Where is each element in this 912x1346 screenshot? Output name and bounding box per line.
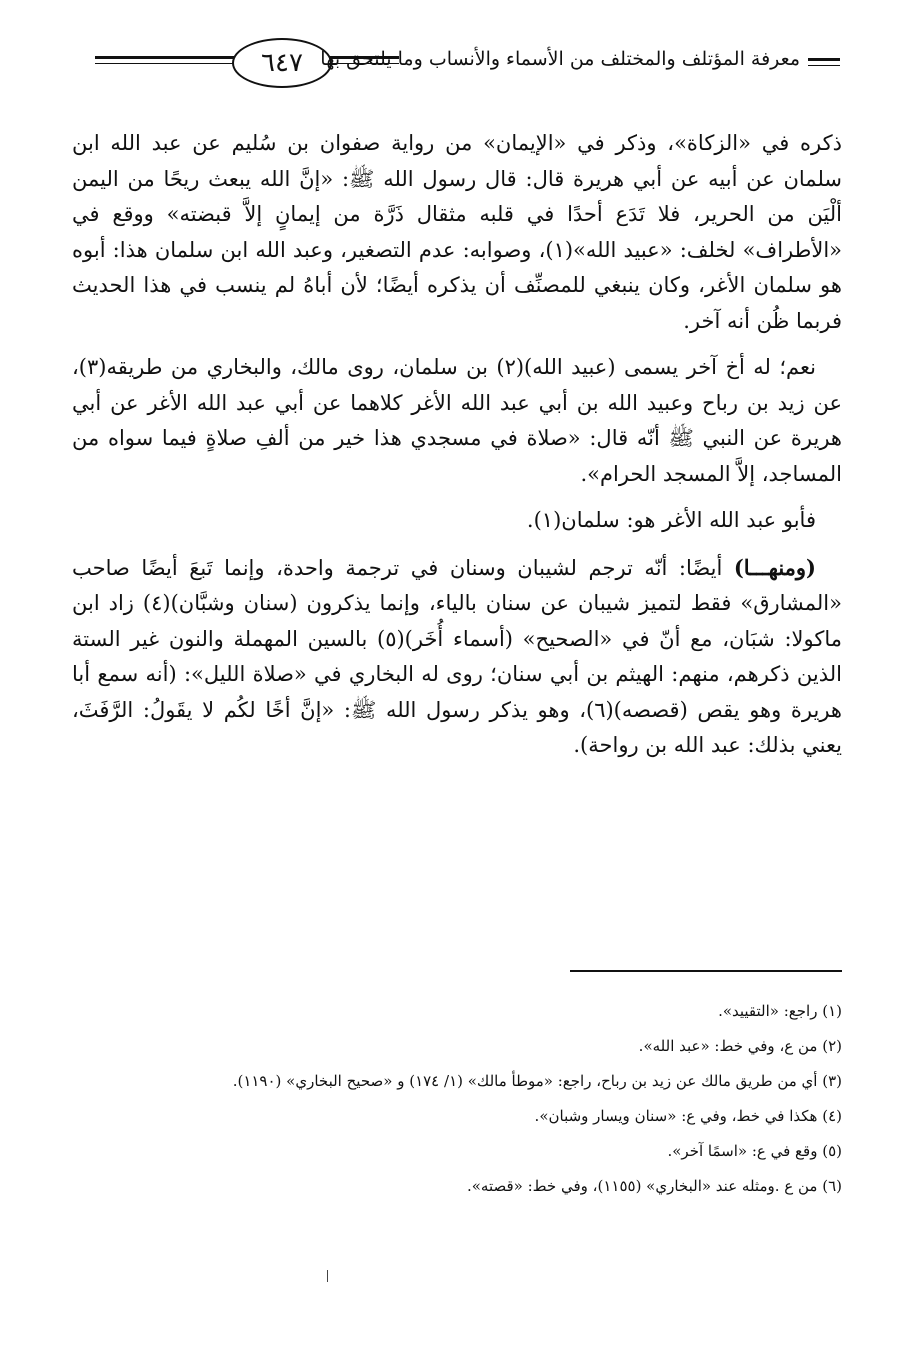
header-rule-right-thick [808, 58, 840, 61]
paragraph-4-text: أيضًا: أنّه ترجم لشيبان وسنان في ترجمة واحدة، وإنما تَبعَ أيضًا صاحب «المشارق» فقط لتميز شيبان عن سنان بالياء، وإنما يذكرون (سنان وشبَّان)(٤) زاد ابن ماكولا: شبَان، مع أنّ في «الصحيح» (أسماء أُخَر)(٥) بالسين المهملة والنون غير الستة الذين ذكرهم، منهم: الهيثم بن أبي سنان؛ روى له البخاري في «صلاة الليل»: (أنه سمع أبا هريرة وهو يقص (قصصه)(٦)، وهو يذكر رسول الله ﷺ: «إنَّ أخًا لكُم لا يقَولُ: الرَّفَثَ، يعني بذلك: عبد الله بن رواحة). [72, 555, 842, 757]
footnotes [72, 1000, 842, 1210]
footnote-6: (٦) من ع .ومثله عند «البخاري» (١١٥٥)، وفي خط: «قصته». [466, 1177, 842, 1195]
footnote-separator [570, 970, 842, 972]
footnote-5: (٥) وقع في ع: «اسمًا آخر». [667, 1142, 842, 1160]
running-title: معرفة المؤتلف والمختلف من الأسماء والأنساب وما يلتحق بها [320, 48, 800, 70]
paragraph-2: نعم؛ له أخ آخر يسمى (عبيد الله)(٢) بن سلمان، روى مالك، والبخاري من طريقه(٣)، عن زيد بن رباح وعبيد الله بن أبي عبد الله الأغر كلاهما عن أبي عبد الله الأغر عن أبي هريرة عن النبي ﷺ أنّه قال: «صلاة في مسجدي هذا خير من ألفِ صلاةٍ فيما سواه من المساجد، إلاَّ المسجد الحرام». [72, 355, 842, 486]
header-rule-left-thin [95, 63, 235, 64]
paragraph-4 [72, 550, 842, 764]
main-text [72, 126, 842, 775]
page-number: ٦٤٧ [232, 38, 332, 88]
header-rule-right-thin [808, 65, 840, 66]
paragraph-3: فأبو عبد الله الأغر هو: سلمان(١). [526, 508, 816, 532]
footnote-2: (٢) من ع، وفي خط: «عبد الله». [638, 1037, 842, 1055]
footnote-4: (٤) هكذا في خط، وفي ع: «سنان ويسار وشبان». [534, 1107, 842, 1125]
footnote-3: (٣) أي من طريق مالك عن زيد بن رباح، راجع: «موطأ مالك» (١/ ١٧٤) و «صحيح البخاري» (١١٩٠). [232, 1072, 842, 1090]
section-label: (ومنهـــا) [733, 554, 816, 580]
paragraph-1: ذكره في «الزكاة»، وذكر في «الإيمان» من رواية صفوان بن سُليم عن عبد الله ابن سلمان عن أبيه عن أبي هريرة قال: قال رسول الله ﷺ: «إنَّ الله يبعث ريحًا من اليمن ألْيَن من الحرير، فلا تَدَع أحدًا في قلبه مثقال ذَرَّة من إيمانٍ إلاَّ قبضته» ووقع في «الأطراف» لخلف: «عبيد الله»(١)، وصوابه: عدم التصغير، وعبد الله ابن سلمان هذا: أبوه هو سلمان الأغر، وكان ينبغي للمصنِّف أن يذكره أيضًا؛ لأن أباهُ لم ينسب في هذا الحديث فربما ظُن أنه آخر. [72, 131, 842, 333]
footnote-1: (١) راجع: «التقييد». [718, 1002, 842, 1020]
scan-mark [327, 1270, 328, 1282]
header-rule-left-thick [95, 56, 235, 59]
running-header [95, 38, 840, 98]
